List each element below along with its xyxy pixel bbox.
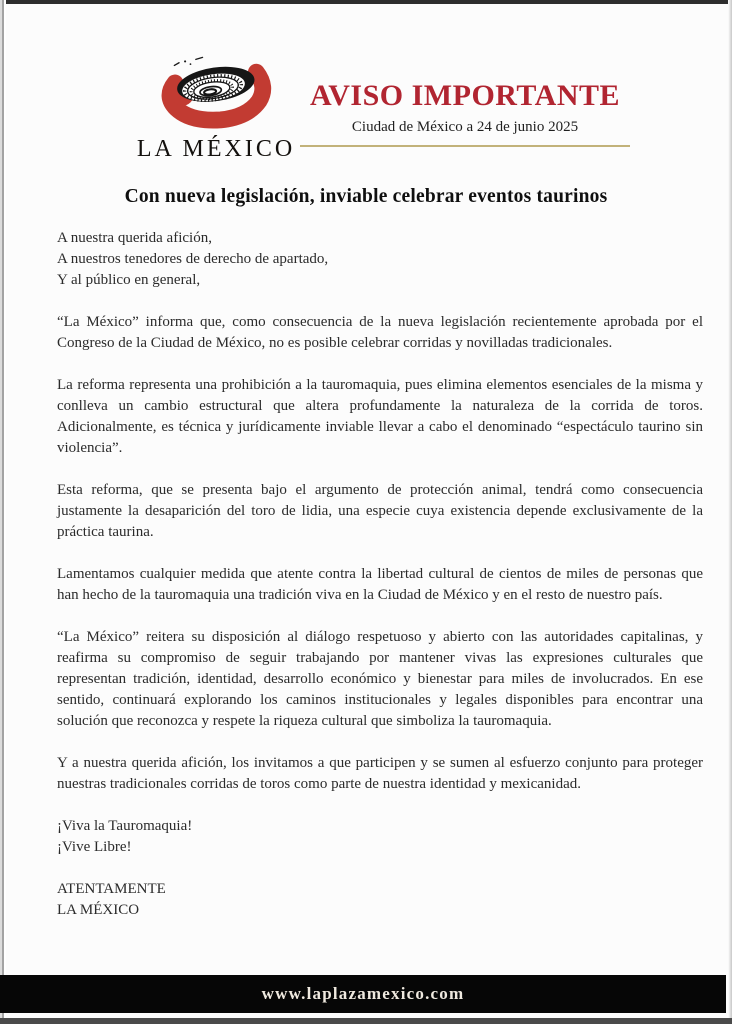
paragraph: Lamentamos cualquier medida que atente contra la libertad cultural de cientos de miles de personas que han hecho de la tauromaquia una tradición viva en la Ciudad de México y en el resto de nuestro país. bbox=[57, 566, 703, 603]
salutation-line: A nuestros tenedores de derecho de apartado, bbox=[57, 251, 329, 267]
slogans bbox=[57, 816, 703, 858]
paragraph: Esta reforma, que se presenta bajo el argumento de protección animal, tendrá como consecuencia justamente la desaparición del toro de lidia, una especie cuya existencia depende exclusivamente de la práctica taurina. bbox=[57, 482, 703, 540]
paragraph: “La México” reitera su disposición al diálogo respetuoso y abierto con las autoridades capitalinas, y reafirma su compromiso de seguir trabajando por mantener vivas las expresiones culturales que representan tradición, identidad, desarrollo económico y bienestar para miles de involucrados. En ese sentido, continuará explorando los caminos institucionales y legales disponibles para encontrar una solución que reconozca y respete la riqueza cultural que simboliza la tauromaquia. bbox=[57, 629, 703, 729]
notice-title: AVISO IMPORTANTE bbox=[309, 79, 621, 112]
footer-bar bbox=[0, 975, 726, 1013]
headline: Con nueva legislación, inviable celebrar eventos taurinos bbox=[124, 186, 608, 207]
notice-dateline: Ciudad de México a 24 de junio 2025 bbox=[351, 118, 579, 135]
footer-url: www.laplazamexico.com bbox=[261, 984, 465, 1003]
notice-header bbox=[300, 80, 630, 147]
signoff-line: ATENTAMENTE bbox=[57, 881, 166, 897]
salutation-line: Y al público en general, bbox=[57, 272, 201, 288]
signoff-line: LA MÉXICO bbox=[57, 902, 140, 918]
logo bbox=[116, 52, 316, 163]
signoff bbox=[57, 879, 703, 921]
scan-edge-top bbox=[0, 0, 732, 4]
scan-edge-left bbox=[0, 0, 6, 1024]
slogan-line: ¡Vive Libre! bbox=[57, 839, 132, 855]
salutation bbox=[57, 228, 703, 291]
bullring-icon bbox=[125, 52, 307, 136]
paragraph: La reforma representa una prohibición a la tauromaquia, pues elimina elementos esenciales de la misma y conlleva un cambio estructural que altera profundamente la naturaleza de la corrida de toros. Adicionalmente, es técnica y jurídicamente inviable llevar a cabo el denominado “espectáculo taurino sin violencia”. bbox=[57, 377, 703, 456]
scan-edge-bottom bbox=[0, 1018, 732, 1024]
scan-edge-right bbox=[728, 0, 732, 1024]
salutation-line: A nuestra querida afición, bbox=[57, 230, 212, 246]
logo-wordmark: LA MÉXICO bbox=[136, 136, 296, 162]
paragraph: “La México” informa que, como consecuencia de la nueva legislación recientemente aprobada por el Congreso de la Ciudad de México, no es posible celebrar corridas y novilladas tradicionales. bbox=[57, 314, 703, 351]
gold-rule bbox=[300, 145, 630, 147]
paragraph: Y a nuestra querida afición, los invitamos a que participen y se sumen al esfuerzo conjunto para proteger nuestras tradicionales corridas de toros como parte de nuestra identidad y mexicanidad. bbox=[57, 755, 703, 792]
letter-body bbox=[57, 228, 703, 942]
slogan-line: ¡Viva la Tauromaquia! bbox=[57, 818, 193, 834]
